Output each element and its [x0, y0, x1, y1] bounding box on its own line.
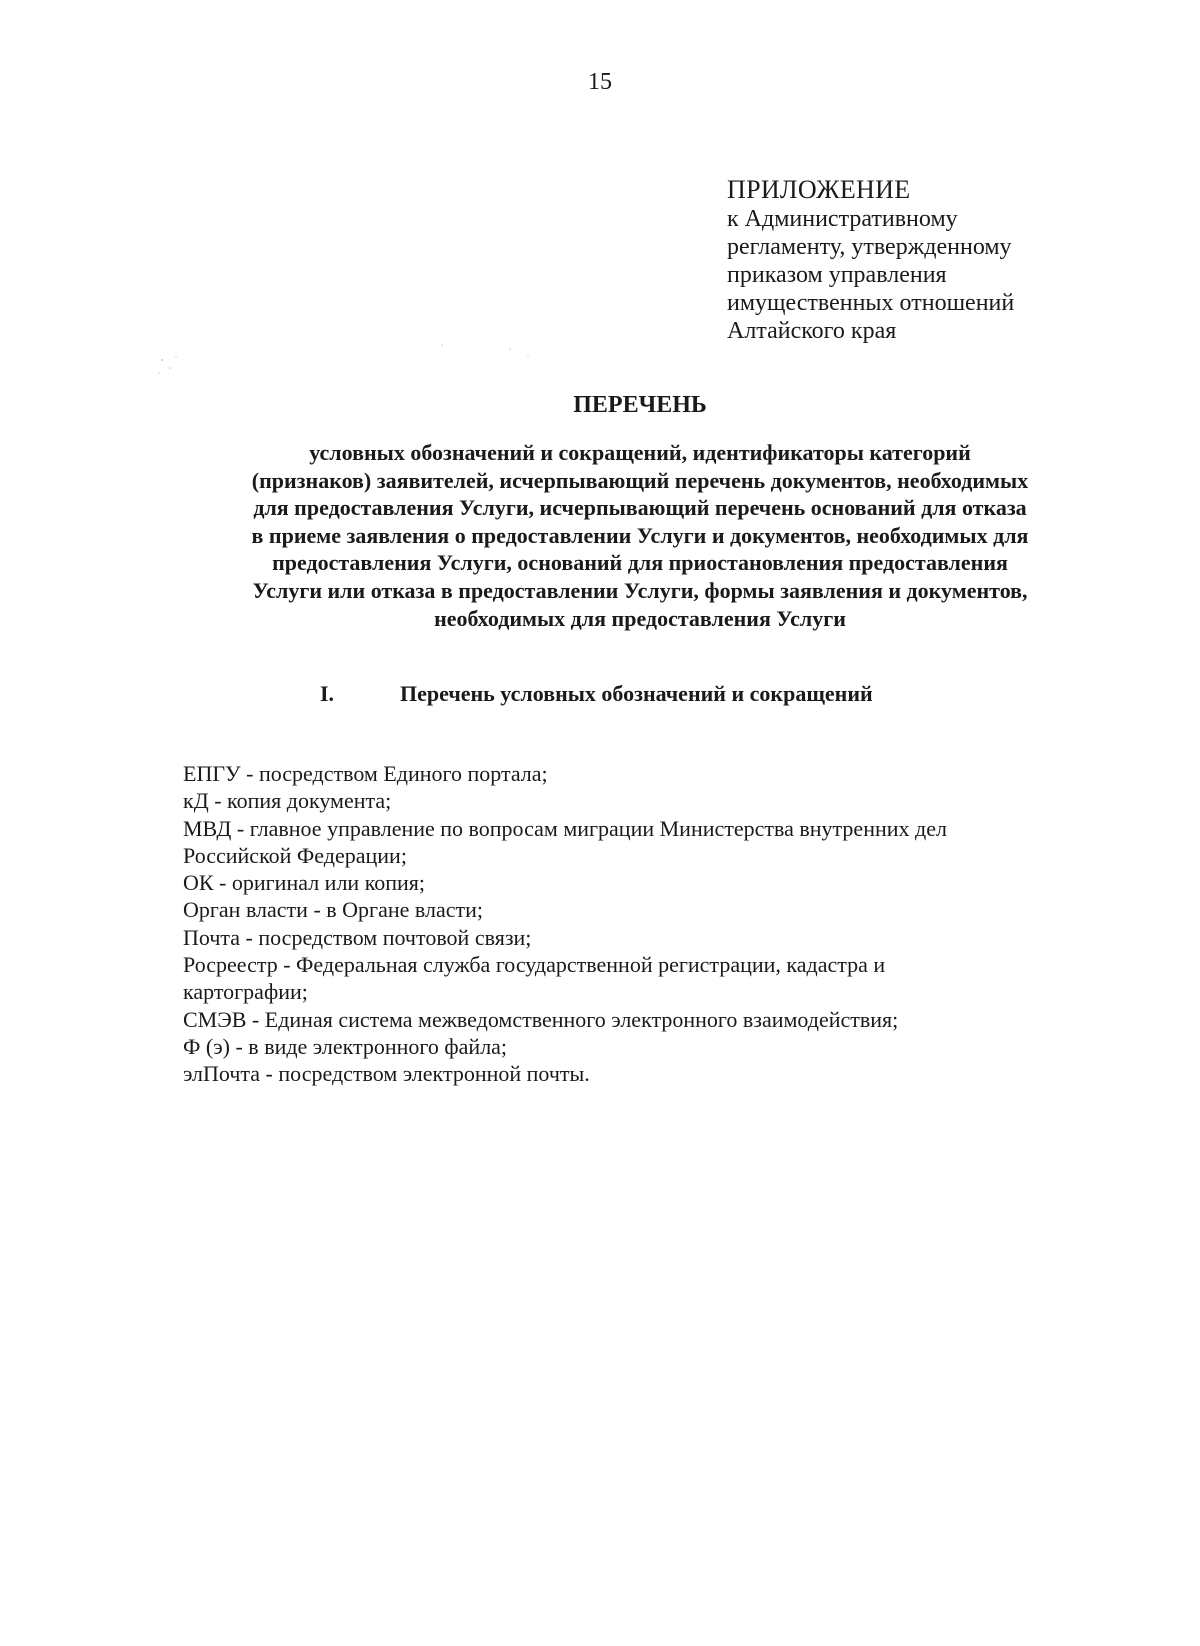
appendix-line: имущественных отношений [727, 290, 1015, 316]
abbreviation-line: Российской Федерации; [183, 842, 407, 868]
abbreviation-line: СМЭВ - Единая система межведомственного электронного взаимодействия; [183, 1006, 899, 1032]
abbreviation-line: ОК - оригинал или копия; [183, 870, 426, 896]
subtitle-line: условных обозначений и сокращений, идентификаторы категорий [309, 440, 971, 465]
scan-specks [150, 340, 570, 400]
abbreviation-line: элПочта - посредством электронной почты. [183, 1061, 590, 1087]
appendix-title: ПРИЛОЖЕНИЕ [727, 175, 911, 204]
appendix-block [727, 175, 1167, 345]
subtitle-line: предоставления Услуги, оснований для приостановления предоставления [272, 550, 1008, 576]
page-number: 15 [588, 69, 612, 95]
appendix-line: приказом управления [727, 262, 947, 288]
abbreviation-line: кД - копия документа; [183, 788, 392, 814]
subtitle-line: в приеме заявления о предоставлении Услуги и документов, необходимых для [251, 522, 1029, 548]
document-title: ПЕРЕЧЕНЬ [573, 392, 707, 418]
abbreviation-line: Росреестр - Федеральная служба государственной регистрации, кадастра и [183, 952, 886, 978]
subtitle-line: необходимых для предоставления Услуги [434, 605, 846, 631]
abbreviation-line: Ф (э) - в виде электронного файла; [183, 1033, 508, 1059]
abbreviation-line: картографии; [183, 979, 308, 1005]
subtitle-line: (признаков) заявителей, исчерпывающий перечень документов, необходимых [251, 467, 1029, 493]
subtitle-line: для предоставления Услуги, исчерпывающий перечень оснований для отказа [253, 495, 1027, 521]
document-subtitle [160, 439, 1120, 632]
abbreviation-line: Почта - посредством почтовой связи; [183, 924, 532, 950]
subtitle-line: Услуги или отказа в предоставлении Услуги, формы заявления и документов, [252, 577, 1028, 603]
abbreviation-line: ЕПГУ - посредством Единого портала; [183, 761, 548, 786]
appendix-line: Алтайского края [727, 318, 897, 344]
section-number: I. [320, 681, 335, 706]
abbreviation-list [183, 760, 1123, 1088]
abbreviation-line: МВД - главное управление по вопросам миграции Министерства внутренних дел [183, 815, 947, 841]
appendix-line: к Административному [727, 206, 958, 232]
appendix-line: регламенту, утвержденному [727, 234, 1012, 260]
abbreviation-line: Орган власти - в Органе власти; [183, 897, 483, 923]
section-title: Перечень условных обозначений и сокращений [400, 681, 873, 706]
